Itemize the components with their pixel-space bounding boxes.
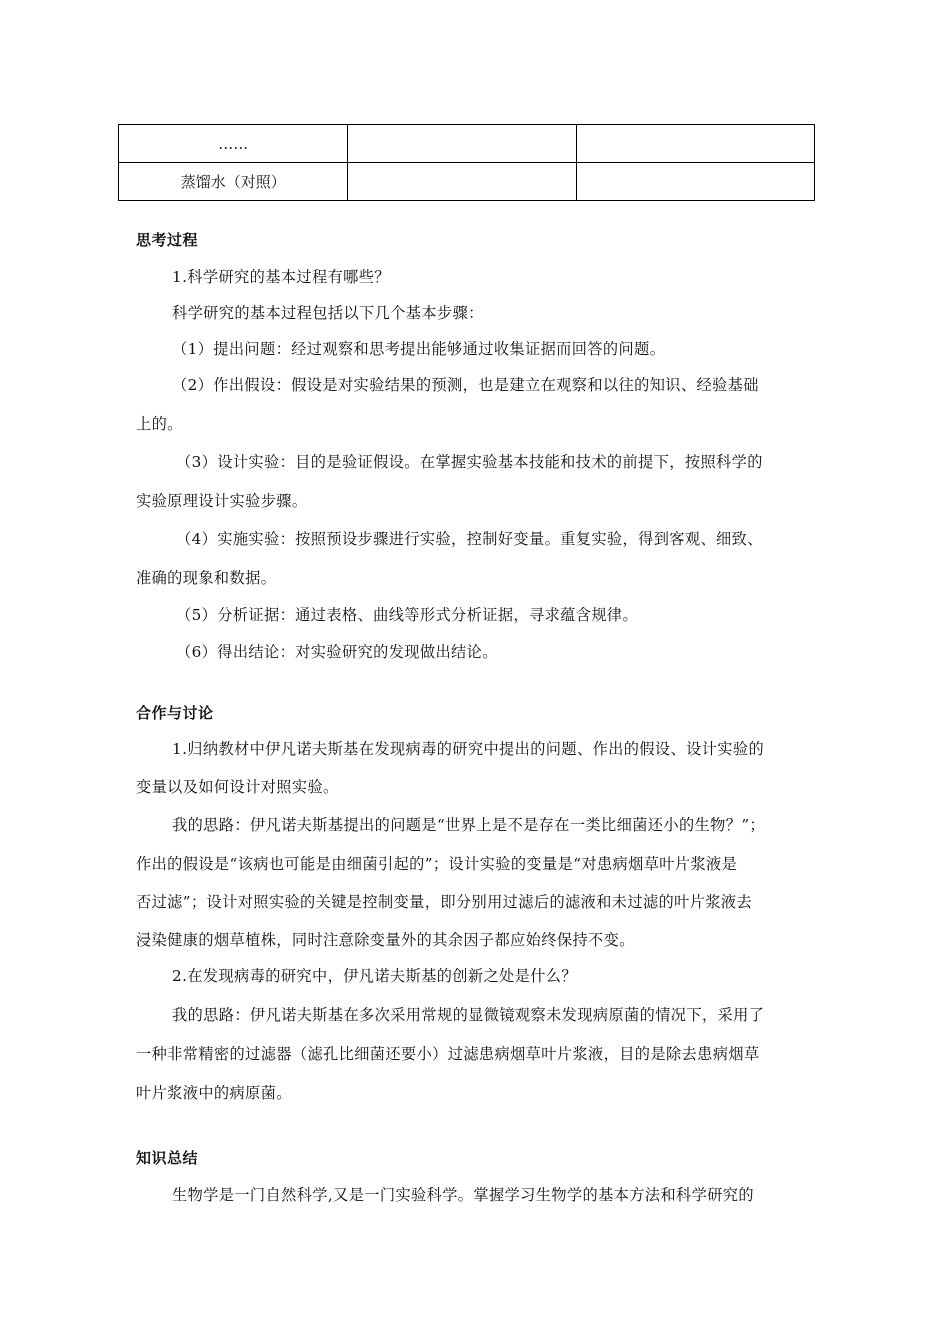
- paragraph-line: 1.归纳教材中伊凡诺夫斯基在发现病毒的研究中提出的问题、作出的假设、设计实验的: [172, 740, 765, 758]
- table-cell: [348, 125, 576, 163]
- paragraph-line: （1）提出问题：经过观察和思考提出能够通过收集证据而回答的问题。: [172, 340, 666, 358]
- paragraph-line: 叶片浆液中的病原菌。: [136, 1084, 292, 1102]
- paragraph-line: 浸染健康的烟草植株，同时注意除变量外的其余因子都应始终保持不变。: [136, 931, 635, 949]
- paragraph-line: 上的。: [136, 415, 183, 433]
- paragraph-line: 科学研究的基本过程包括以下几个基本步骤：: [172, 304, 484, 322]
- results-table: [118, 124, 815, 201]
- paragraph-line: （2）作出假设：假设是对实验结果的预测，也是建立在观察和以往的知识、经验基础: [172, 376, 759, 394]
- paragraph-line: （5）分析证据：通过表格、曲线等形式分析证据，寻求蕴含规律。: [176, 606, 639, 624]
- table-cell: [348, 163, 576, 201]
- paragraph-line: 生物学是一门自然科学,又是一门实验科学。掌握学习生物学的基本方法和科学研究的: [172, 1186, 754, 1204]
- paragraph-line: 变量以及如何设计对照实验。: [136, 778, 339, 796]
- paragraph-line: 准确的现象和数据。: [136, 569, 277, 587]
- paragraph-line: 我的思路：伊凡诺夫斯基在多次采用常规的显微镜观察未发现病原菌的情况下，采用了: [172, 1006, 765, 1024]
- table-cell: [576, 163, 814, 201]
- table-row: [119, 163, 815, 201]
- paragraph-line: 作出的假设是“该病也可能是由细菌引起的”；设计实验的变量是“对患病烟草叶片浆液是: [136, 855, 738, 873]
- paragraph-line: 实验原理设计实验步骤。: [136, 492, 308, 510]
- table-cell: [576, 125, 814, 163]
- paragraph-line: 2.在发现病毒的研究中，伊凡诺夫斯基的创新之处是什么？: [172, 967, 577, 985]
- paragraph-line: 1.科学研究的基本过程有哪些？: [172, 268, 390, 286]
- paragraph-line: （3）设计实验：目的是验证假设。在掌握实验基本技能和技术的前提下，按照科学的: [176, 453, 763, 471]
- section-heading: 知识总结: [136, 1149, 199, 1167]
- section-heading: 合作与讨论: [136, 704, 214, 722]
- table-row: [119, 125, 815, 163]
- paragraph-line: （6）得出结论：对实验研究的发现做出结论。: [176, 643, 498, 661]
- table-cell: 蒸馏水（对照）: [119, 163, 348, 201]
- paragraph-line: 一种非常精密的过滤器（滤孔比细菌还要小）过滤患病烟草叶片浆液，目的是除去患病烟草: [136, 1045, 760, 1063]
- section-heading: 思考过程: [136, 231, 199, 249]
- table-cell: ……: [119, 125, 348, 163]
- paragraph-line: （4）实施实验：按照预设步骤进行实验，控制好变量。重复实验，得到客观、细致、: [176, 530, 763, 548]
- paragraph-line: 我的思路：伊凡诺夫斯基提出的问题是“世界上是不是存在一类比细菌还小的生物？”；: [172, 816, 766, 834]
- paragraph-line: 否过滤”；设计对照实验的关键是控制变量，即分别用过滤后的滤液和未过滤的叶片浆液去: [136, 893, 753, 911]
